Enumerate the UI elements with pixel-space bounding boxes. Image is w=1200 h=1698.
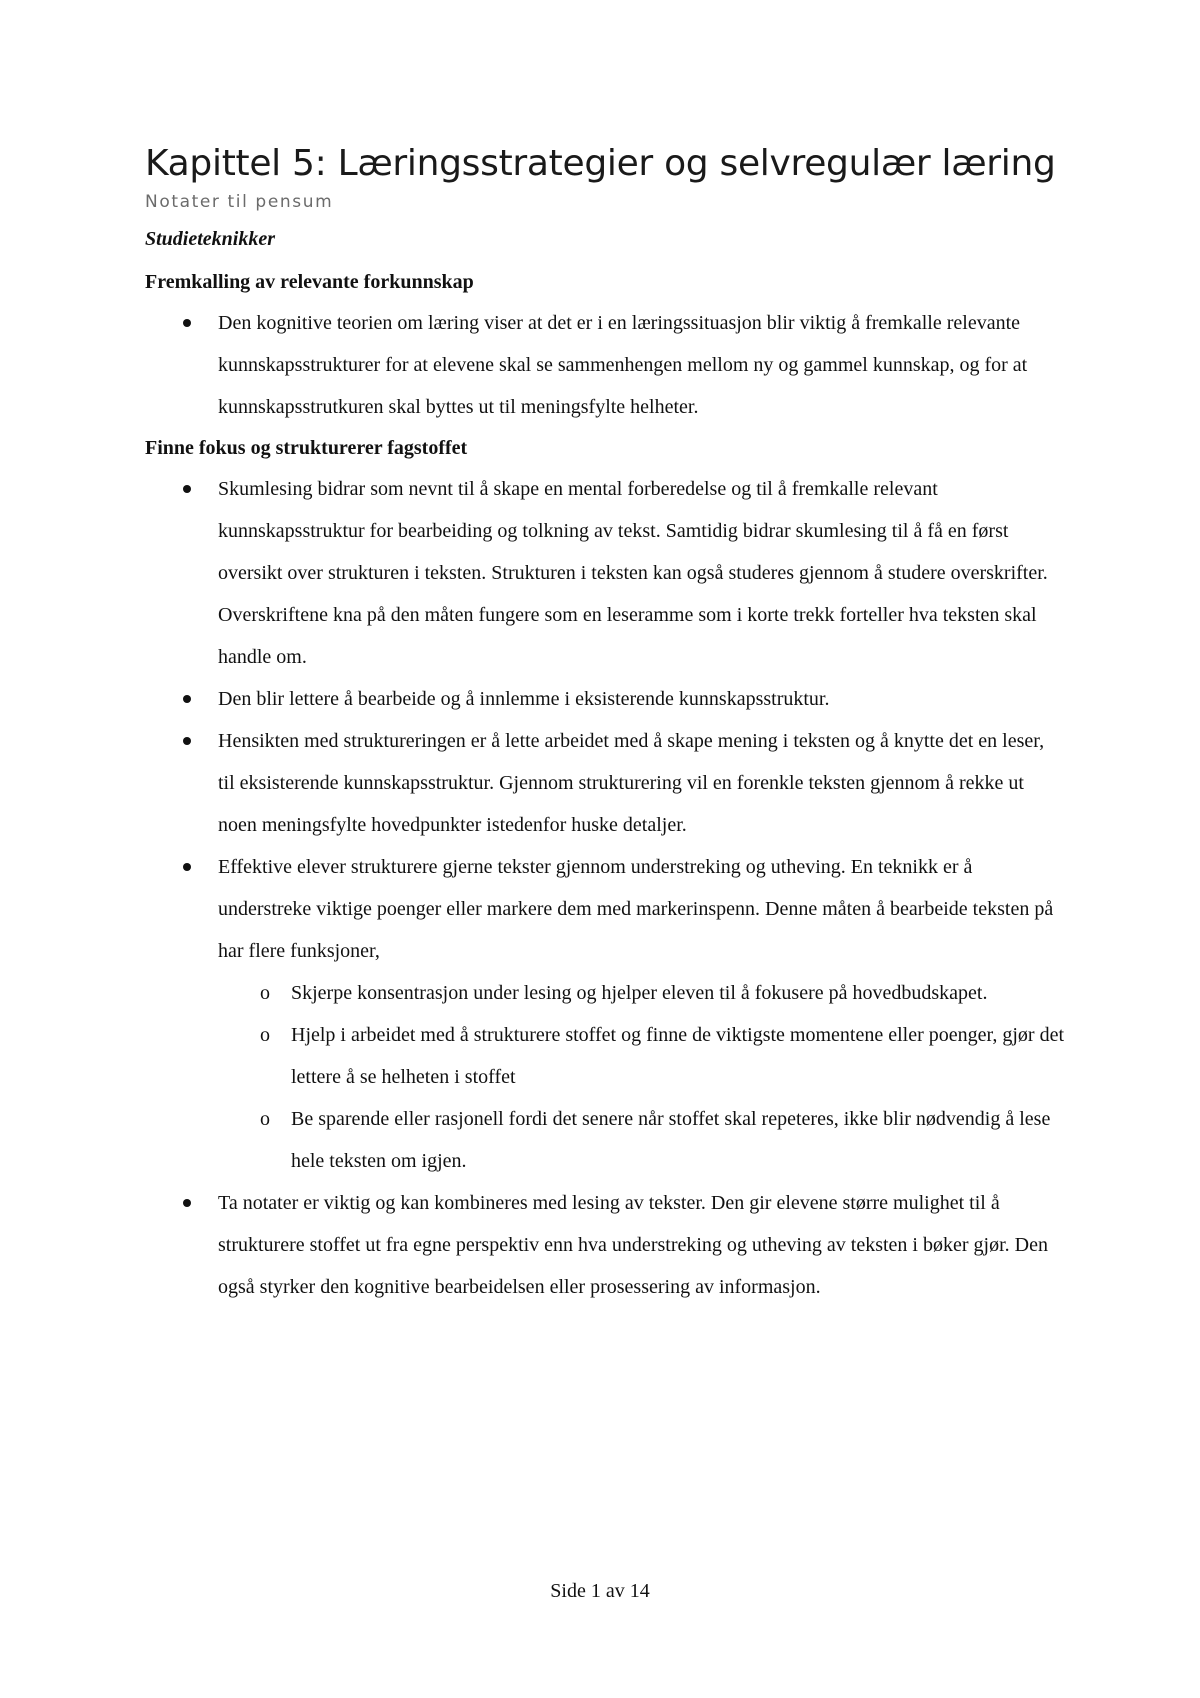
sub-list-item-text: Be sparende eller rasjonell fordi det senere når stoffet skal repeteres, ikke blir nødvendig å lese hele teksten om igjen. bbox=[291, 1108, 1051, 1172]
bullet-icon bbox=[183, 485, 191, 493]
list-item bbox=[145, 1182, 1065, 1308]
circle-bullet-icon: o bbox=[260, 982, 270, 1004]
section-title: Studieteknikker bbox=[145, 228, 276, 250]
list-item bbox=[145, 678, 1065, 720]
sub-list-item-text: Skjerpe konsentrasjon under lesing og hjelper eleven til å fokusere på hovedbudskapet. bbox=[291, 982, 988, 1004]
bullet-icon bbox=[183, 737, 191, 745]
bullet-icon bbox=[183, 319, 191, 327]
list-item-text: Hensikten med struktureringen er å lette arbeidet med å skape mening i teksten og å knytte det en leser, til eksisterende kunnskapsstruktur. Gjennom strukturering vil en forenkle teksten gjennom å rekke ut noen meningsfylte hovedpunkter istedenfor huske detaljer. bbox=[218, 730, 1045, 836]
bullet-list bbox=[145, 468, 1065, 1308]
list-item-text: Skumlesing bidrar som nevnt til å skape en mental forberedelse og til å fremkalle relevant kunnskapsstruktur for bearbeiding og tolkning av tekst. Samtidig bidrar skumlesing til å få en først oversikt over strukturen i teksten. Strukturen i teksten kan også studeres gjennom å studere overskrifter. Overskriftene kna på den måten fungere som en leseramme som i korte trekk forteller hva teksten skal handle om. bbox=[218, 478, 1048, 668]
section-heading: Finne fokus og strukturerer fagstoffet bbox=[145, 437, 468, 459]
circle-bullet-icon: o bbox=[260, 1108, 270, 1130]
document-title: Kapittel 5: Læringsstrategier og selvregulær læring bbox=[145, 143, 1056, 184]
section-heading: Fremkalling av relevante forkunnskap bbox=[145, 271, 474, 293]
document-subtitle: Notater til pensum bbox=[145, 192, 334, 212]
page-footer: Side 1 av 14 bbox=[550, 1580, 650, 1602]
sub-list-item bbox=[218, 1098, 1065, 1182]
list-item-text: Den kognitive teorien om læring viser at det er i en læringssituasjon blir viktig å fremkalle relevante kunnskapsstrukturer for at elevene skal se sammenhengen mellom ny og gammel kunnskap, og for at kunnskapsstrutkuren skal byttes ut til meningsfylte helheter. bbox=[218, 312, 1028, 418]
sub-list-item bbox=[218, 972, 1065, 1014]
list-item-text: Den blir lettere å bearbeide og å innlemme i eksisterende kunnskapsstruktur. bbox=[218, 688, 830, 710]
sub-list-item bbox=[218, 1014, 1065, 1098]
list-item bbox=[145, 720, 1065, 846]
list-item bbox=[145, 302, 1065, 428]
bullet-icon bbox=[183, 863, 191, 871]
circle-bullet-icon: o bbox=[260, 1024, 270, 1046]
bullet-list bbox=[145, 302, 1065, 428]
list-item-text: Ta notater er viktig og kan kombineres med lesing av tekster. Den gir elevene større mulighet til å strukturere stoffet ut fra egne perspektiv enn hva understreking og utheving av teksten i bøker gjør. Den også styrker den kognitive bearbeidelsen eller prosessering av informasjon. bbox=[218, 1192, 1048, 1298]
list-item-text: Effektive elever strukturere gjerne tekster gjennom understreking og utheving. En teknikk er å understreke viktige poenger eller markere dem med markerinspenn. Denne måten å bearbeide teksten på har flere funksjoner, bbox=[218, 856, 1054, 962]
bullet-icon bbox=[183, 1199, 191, 1207]
bullet-icon bbox=[183, 695, 191, 703]
page-content bbox=[145, 138, 1065, 1308]
list-item bbox=[145, 468, 1065, 678]
sub-list-item-text: Hjelp i arbeidet med å strukturere stoffet og finne de viktigste momentene eller poenger, gjør det lettere å se helheten i stoffet bbox=[291, 1024, 1065, 1088]
sub-bullet-list bbox=[218, 972, 1065, 1182]
list-item bbox=[145, 846, 1065, 1182]
